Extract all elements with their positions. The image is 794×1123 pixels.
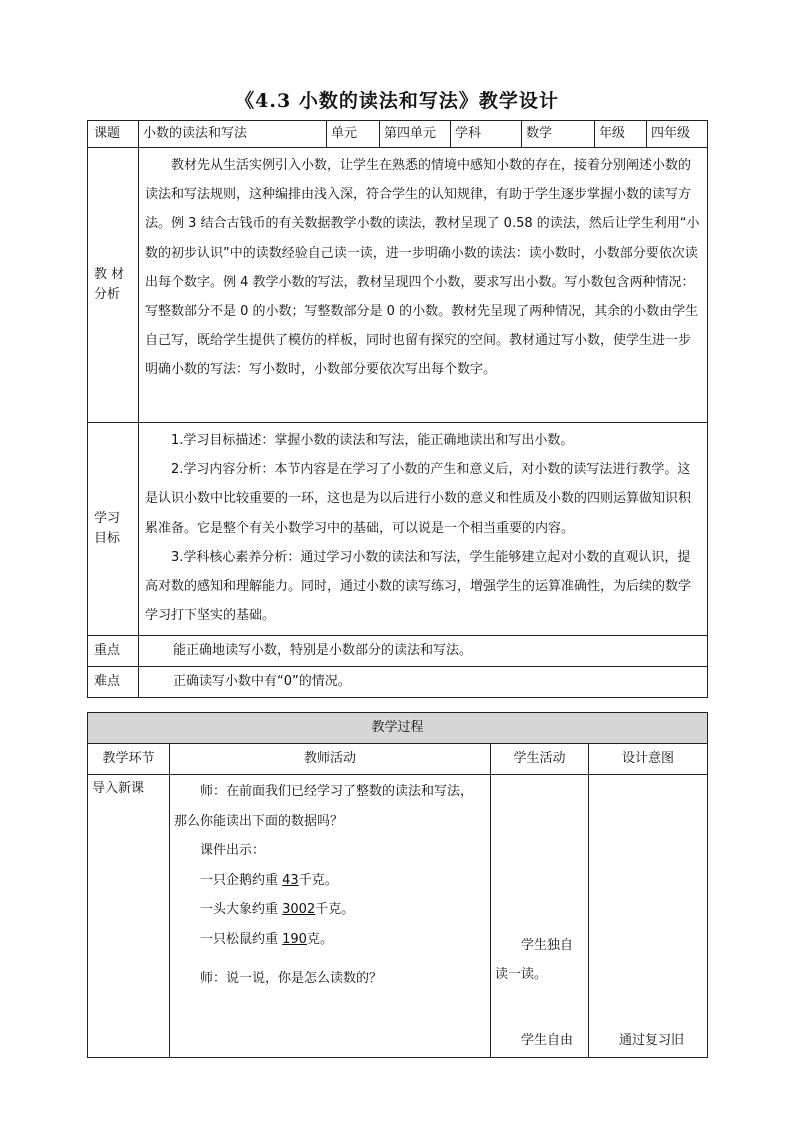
difficulty-row (88, 667, 708, 698)
goals-row (88, 423, 708, 636)
teacher-line-squirrel (174, 925, 486, 955)
col-teacher-header: 教师活动 (170, 744, 491, 775)
process-row-intro (88, 775, 708, 1058)
penguin-unit: 千克。 (298, 872, 338, 888)
penguin-number: 43 (282, 872, 299, 888)
goals-label-line1: 学习 (94, 511, 121, 526)
key-point-row (88, 636, 708, 667)
intent-cell (589, 775, 708, 1058)
teacher-line-7: 师：说一说，你是怎么读数的？ (200, 971, 383, 986)
analysis-label-line1: 教 材 (94, 267, 125, 282)
teacher-line-2: 那么你能读出下面的数据吗？ (174, 813, 344, 829)
col-student-header: 学生活动 (491, 744, 589, 775)
goals-label (88, 423, 139, 636)
col-intent-header: 设计意图 (589, 744, 708, 775)
process-heading: 教学过程 (88, 713, 708, 744)
topic-label: 课题 (88, 121, 139, 148)
difficulty-label: 难点 (88, 667, 139, 698)
lesson-info-table (87, 120, 708, 698)
elephant-text: 一头大象约重 (200, 902, 283, 917)
unit-label: 单元 (327, 121, 380, 148)
student-line-1: 学生独自 (521, 937, 574, 953)
process-table (87, 712, 708, 1058)
analysis-text-cell (139, 148, 708, 423)
student-activity-cell (491, 775, 589, 1058)
student-line-2: 读一读。 (495, 967, 548, 982)
teacher-line-3: 课件出示： (200, 843, 266, 858)
page-title: 《4.3 小数的读法和写法》教学设计 (235, 90, 559, 112)
squirrel-text: 一只松鼠约重 (200, 931, 283, 947)
stage-cell: 导入新课 (88, 775, 170, 1058)
analysis-label-line2: 分析 (94, 287, 121, 302)
key-point-label: 重点 (88, 636, 139, 667)
goals-text-cell (139, 423, 708, 636)
process-header-row (88, 744, 708, 775)
penguin-text: 一只企鹅约重 (200, 872, 283, 888)
goal-item-1: 1.学习目标描述：掌握小数的读法和写法，能正确地读出和写出小数。 (171, 433, 574, 448)
intent-line-1: 通过复习旧 (619, 1032, 685, 1048)
grade-value: 四年级 (647, 121, 708, 148)
unit-value: 第四单元 (380, 121, 451, 148)
analysis-label (88, 148, 139, 423)
squirrel-number: 190 (282, 931, 307, 947)
goals-label-line2: 目标 (94, 531, 121, 546)
elephant-number: 3002 (282, 902, 316, 917)
squirrel-unit: 克。 (306, 931, 333, 947)
elephant-unit: 千克。 (315, 902, 355, 917)
grade-label: 年级 (595, 121, 647, 148)
goal-item-3: 3.学科核心素养分析：通过学习小数的读法和写法，学生能够建立起对小数的直观认识，提高对数的感知和理解能力。同时，通过小数的读写练习，增强学生的运算准确性，为后续的数学学习打下坚实的基础。 (145, 549, 692, 624)
student-line-3: 学生自由 (521, 1032, 574, 1048)
teacher-line-1: 师：在前面我们已经学习了整数的读法和写法， (200, 784, 474, 799)
subject-value: 数学 (522, 121, 595, 148)
col-stage-header: 教学环节 (88, 744, 170, 775)
subject-label: 学科 (451, 121, 522, 148)
key-point-text: 能正确地读写小数，特别是小数部分的读法和写法。 (139, 636, 708, 667)
topic-value: 小数的读法和写法 (139, 121, 327, 148)
teacher-line-elephant (174, 895, 486, 925)
goal-item-2: 2.学习内容分析：本节内容是在学习了小数的产生和意义后，对小数的读写法进行教学。这是认识小数中比较重要的一环，这也是为以后进行小数的意义和性质及小数的四则运算做知识积累准备。它是整个有关小数学习中的基础，可以说是一个相当重要的内容。 (145, 462, 692, 536)
analysis-text: 教材先从生活实例引入小数，让学生在熟悉的情境中感知小数的存在，接着分别阐述小数的读法和写法规则，这种编排由浅入深，符合学生的认知规律，有助于学生逐步掌握小数的读写方法。例 3 结合古钱币的有关数据教学小数的读法，教材呈现了 0.58 的读法，然后让学生利用“小数的初步认识”中的读数经验自己读一读，进一步明确小数的读法：读小数时，小数部分要依次读出每个数字。例 4 教学小数的写法，教材呈现四个小数，要求写出小数。写小数包含两种情况：写整数部分不是 0 的小数；写整数部分是 0 的小数。教材先呈现了两种情况，其余的小数由学生自己写，既给学生提供了模仿的样板，同时也留有探究的空间。教材通过写小数，使学生进一步明确小数的写法：写小数时，小数部分要依次写出每个数字。 (145, 158, 700, 378)
teacher-line-penguin (174, 866, 486, 896)
info-row (88, 121, 708, 148)
teacher-activity-cell (170, 775, 491, 1058)
analysis-row (88, 148, 708, 423)
difficulty-text: 正确读写小数中有“0”的情况。 (139, 667, 708, 698)
